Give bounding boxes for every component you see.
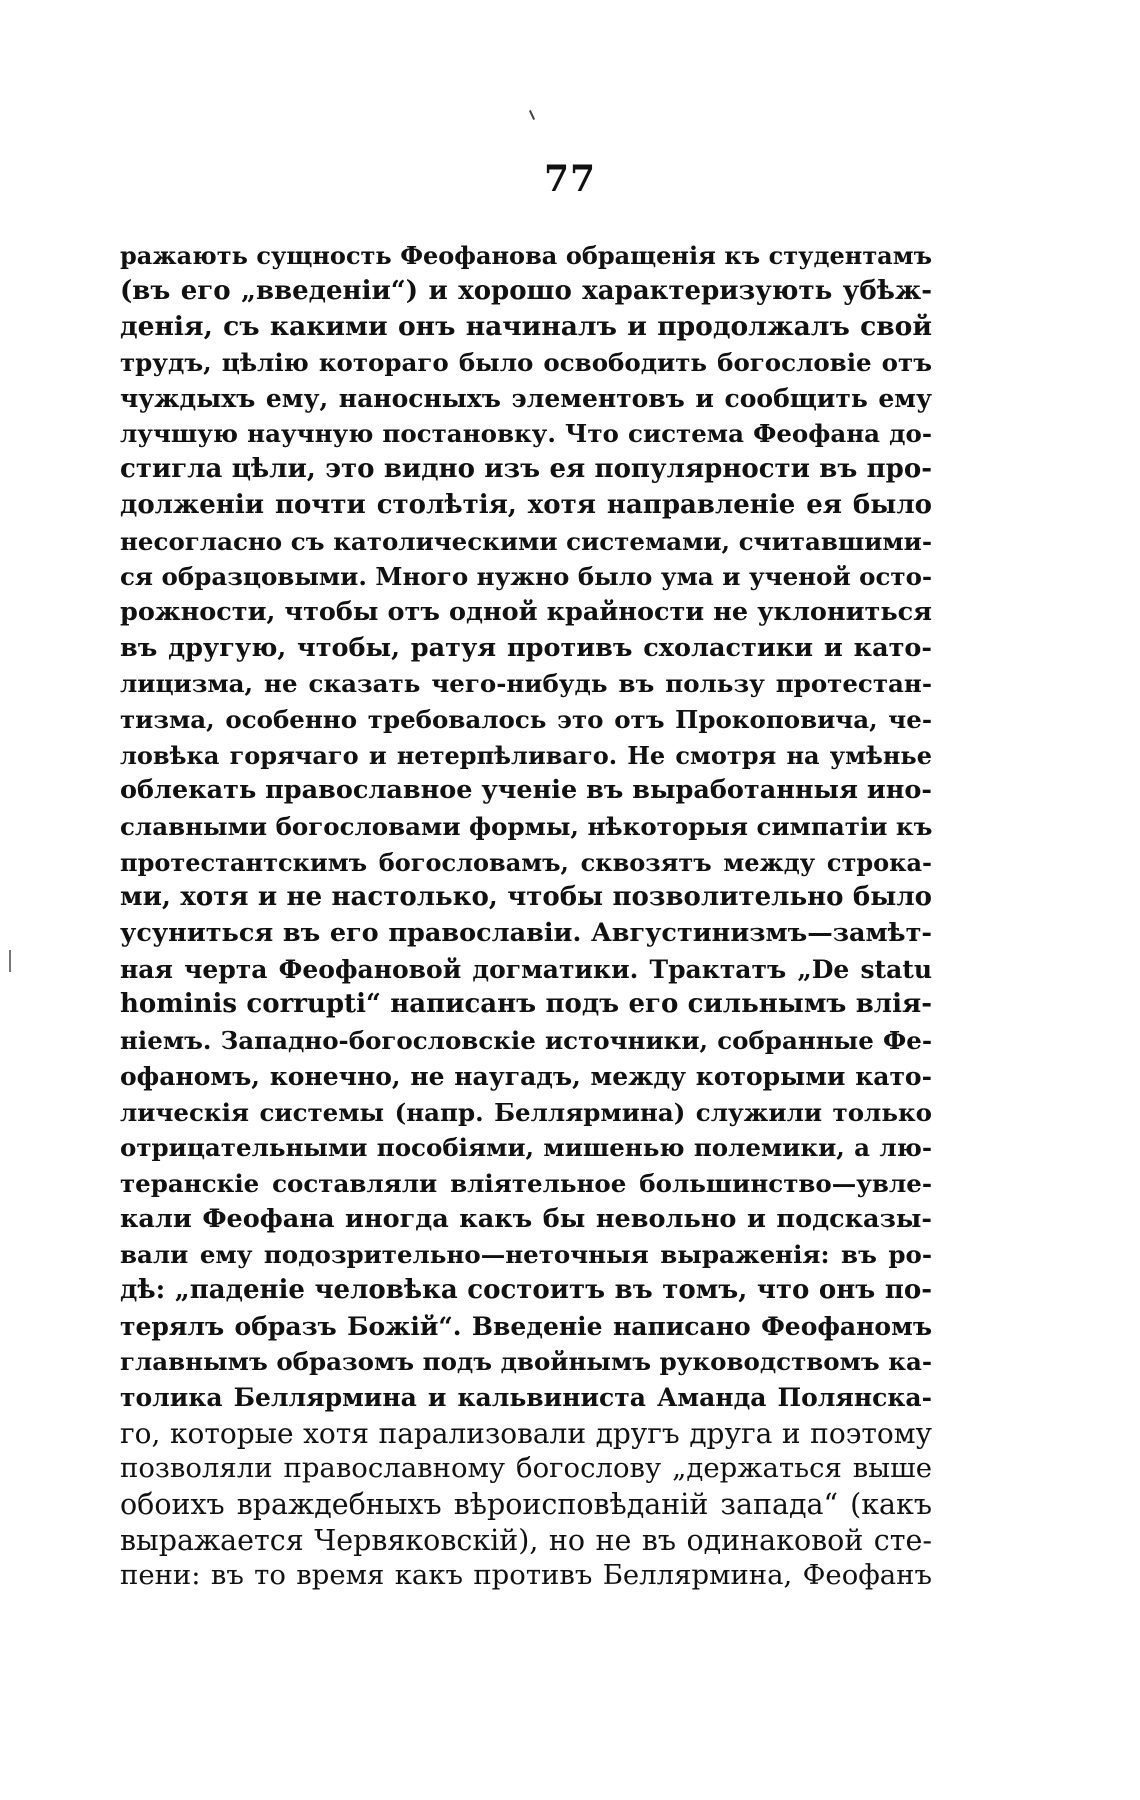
- text-line: усуниться въ его православіи. Августинизмъ—замѣт-: [120, 918, 932, 949]
- text-line: въ другую, чтобы, ратуя противъ схоластики и като-: [120, 632, 932, 663]
- text-line: выражается Червяковскій), но не въ одинаковой сте-: [120, 1523, 932, 1557]
- text-line: ная черта Феофановой догматики. Трактатъ „De statu: [120, 954, 932, 984]
- text-line: облекать православное ученіе въ выработанныя ино-: [120, 775, 932, 806]
- text-line: кали Феофана иногда какъ бы невольно и подсказы-: [120, 1203, 932, 1234]
- text-line: ловѣка горячаго и нетерпѣливаго. Не смотря на умѣнье: [120, 740, 932, 770]
- text-line: главнымъ образомъ подъ двойнымъ руководствомъ ка-: [120, 1347, 932, 1377]
- text-line: пени: въ то время какъ противъ Беллярмина, Феофанъ: [120, 1559, 932, 1592]
- text-line: отрицательными пособіями, мишенью полемики, а лю-: [120, 1133, 932, 1163]
- text-line: стигла цѣли, это видно изъ ея популярности въ про-: [120, 454, 932, 485]
- text-line: толика Беллярмина и кальвиниста Аманда Полянска-: [120, 1383, 932, 1412]
- text-line: славными богословами формы, нѣкоторыя симпатіи къ: [120, 812, 933, 841]
- margin-mark: [9, 950, 11, 972]
- text-line: лическія системы (напр. Беллярмина) служили только: [120, 1097, 932, 1127]
- text-line: го, которые хотя парализовали другъ друга и поэтому: [120, 1416, 932, 1450]
- text-line: обоихъ враждебныхъ вѣроисповѣданій запада“ (какъ: [120, 1488, 932, 1522]
- text-line: офаномъ, конечно, не наугадъ, между которыми като-: [120, 1061, 932, 1091]
- text-line: терялъ образъ Божій“. Введеніе написано Феофаномъ: [120, 1311, 932, 1341]
- text-line: лицизма, не сказать чего-нибудь въ пользу протестан-: [120, 669, 932, 699]
- text-line: чуждыхъ ему, наносныхъ элементовъ и сообщить ему: [120, 383, 932, 413]
- text-line: несогласно съ католическими системами, считавшими-: [120, 526, 932, 556]
- text-line: тизма, особенно требовалось это отъ Прокоповича, че-: [120, 704, 932, 734]
- text-line: ражають сущность Феофанова обращенія къ студентамъ: [120, 241, 932, 270]
- text-line: ніемъ. Западно-богословскіе источники, собранные Фе-: [120, 1026, 932, 1056]
- text-line: рожности, чтобы отъ одной крайности не уклониться: [120, 596, 932, 627]
- text-line: трудъ, цѣлію котораго было освободить богословіе отъ: [120, 348, 932, 378]
- scan-artifact-mark: [529, 110, 535, 120]
- text-line: позволяли православному богослову „держаться выше: [120, 1452, 932, 1485]
- text-line: дѣ: „паденіе человѣка состоитъ въ томъ, что онъ по-: [120, 1274, 932, 1305]
- text-line: hominis corrupti“ написанъ подъ его сильнымъ влія-: [120, 989, 932, 1020]
- page-number: 77: [543, 158, 597, 200]
- text-line: ми, хотя и не настолько, чтобы позволительно было: [120, 882, 932, 913]
- text-line: ся образцовыми. Много нужно было ума и ученой осто-: [120, 562, 933, 592]
- text-line: (въ его „введеніи“) и хорошо характеризують убѣж-: [120, 275, 932, 306]
- text-line: долженіи почти столѣтія, хотя направленіе ея было: [120, 489, 932, 520]
- text-line: теранскіе составляли вліятельное большинство—увле-: [120, 1168, 932, 1198]
- text-line: вали ему подозрительно—неточныя выраженія: въ ро-: [120, 1240, 932, 1270]
- text-line: денія, съ какими онъ начиналъ и продолжалъ свой: [120, 311, 932, 343]
- body-text: [120, 238, 932, 1594]
- text-line: лучшую научную постановку. Что система Феофана до-: [120, 419, 932, 449]
- text-line: протестантскимъ богословамъ, сквозятъ между строка-: [120, 847, 932, 877]
